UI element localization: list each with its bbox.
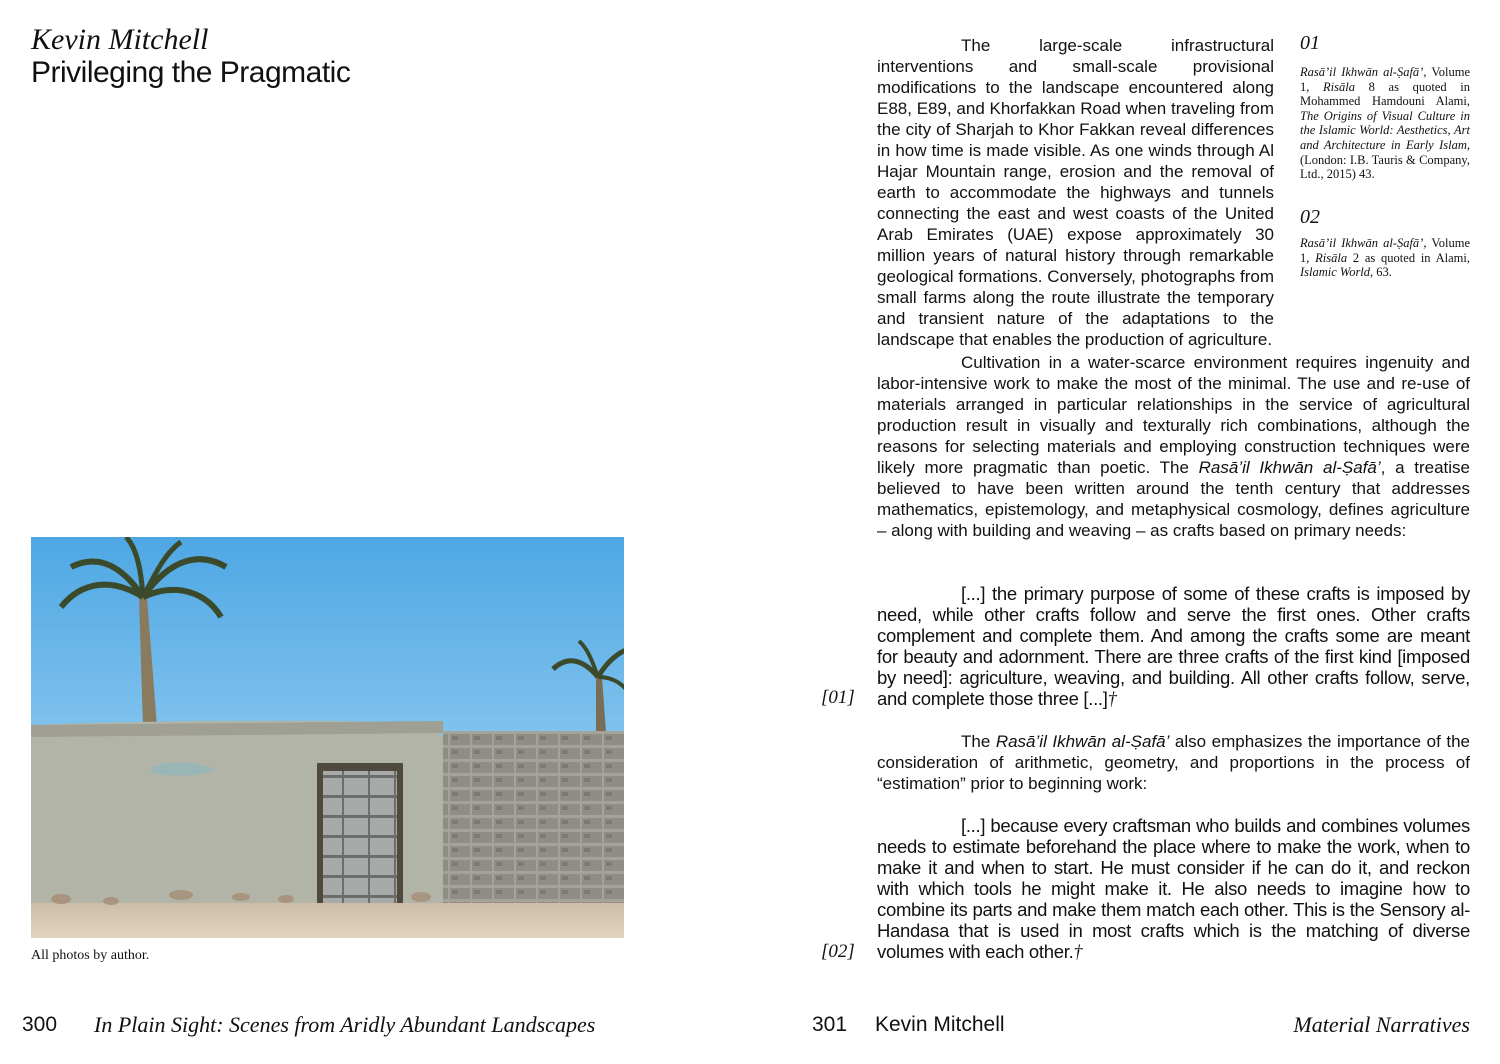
photo-image: [31, 537, 624, 938]
footnote-number-2: 02: [1300, 206, 1320, 228]
page-number-left: 300: [22, 1013, 58, 1036]
block-quote-1: [877, 583, 1470, 711]
photo-wall-and-palms: [31, 537, 624, 938]
quote-text: [...] because every craftsman who builds and combines volumes needs to estimate beforehand the place where to make the work, when to make it and when to start. He must consider if he can do it, and reckon with which tools he might make it. He also needs to imagine how to combine its parts and make them match each other. This is the Sensory al-Handasa that is used in most crafts which is the matching of diverse volumes with each other.: [877, 815, 1470, 962]
chapter-title: Privileging the Pragmatic: [31, 56, 351, 89]
running-title-left: In Plain Sight: Scenes from Aridly Abundant Landscapes: [94, 1012, 596, 1037]
paragraph-text: Cultivation in a water-scarce environment requires ingenuity and labor-intensive work to make the most of the minimal. The use and re-use of materials arranged in particular relationships in the service of agricultural production result in visually and texturally rich combinations, although the reasons for selecting materials and employing construction techniques were likely more pragmatic than poetic. The: [877, 353, 1470, 477]
body-paragraph-3: [877, 731, 1470, 794]
paragraph-text: also emphasizes the importance of the consideration of arithmetic, geometry, and proportions in the process of “estimation” prior to beginning work:: [877, 732, 1470, 793]
footnote-marker-1: [01]: [821, 687, 855, 708]
dagger-mark: †: [1073, 943, 1083, 963]
dagger-mark: †: [1107, 690, 1117, 710]
author-name-header: Kevin Mitchell: [31, 23, 209, 56]
footnote-number-1: 01: [1300, 32, 1320, 54]
footnote-text-2: Rasā’il Ikhwān al-Ṣafā’, Volume 1, Risāla 2 as quoted in Alami, Islamic World, 63.: [1300, 236, 1471, 280]
treatise-title: Rasā’il Ikhwān al-Ṣafā’: [1198, 458, 1381, 477]
quote-text: [...] the primary purpose of some of these crafts is imposed by need, while other crafts follow and serve the first ones. Other crafts complement and complete them. And among the crafts some are meant for beauty and adornment. There are three crafts of the first kind [imposed by need]: agriculture, weaving, and building. All other crafts follow, serve, and complete those three [...]: [877, 583, 1470, 709]
paragraph-text: The: [961, 732, 996, 751]
block-quote-2: [877, 815, 1470, 964]
body-paragraph-1: The large-scale infrastructural interventions and small-scale provisional modifications to the landscape encountered along E88, E89, and Khorfakkan Road when traveling from the city of Sharjah to Khor Fakkan reveal differences in how time is made visible. As one winds through Al Hajar Mountain range, erosion and the removal of earth to accommodate the highways and tunnels connecting the east and west coasts of the United Arab Emirates (UAE) expose approximately 30 million years of natural history through remarkable geological formations. Conversely, photographs from small farms along the route illustrate the temporary and transient nature of the adaptations to the landscape that enables the production of agriculture.: [877, 36, 1274, 349]
paragraph-text: , a treatise believed to have been written around the tenth century that addresses mathematics, epistemology, and metaphysical cosmology, defines agriculture – along with building and weaving – as crafts based on primary needs:: [877, 458, 1470, 540]
footnote-text-1: Rasā’il Ikhwān al-Ṣafā’, Volume 1, Risāla 8 as quoted in Mohammed Hamdouni Alami, The Origins of Visual Culture in the Islamic World: Aesthetics, Art and Architecture in Early Islam, (London: I.B. Tauris & Company, Ltd., 2015) 43.: [1300, 65, 1471, 182]
page-number-right: 301: [812, 1013, 848, 1036]
body-paragraph-2: [877, 352, 1470, 541]
running-title-right: Material Narratives: [1293, 1012, 1470, 1037]
photo-caption: All photos by author.: [31, 948, 150, 963]
running-author-right: Kevin Mitchell: [875, 1013, 1005, 1036]
footnote-marker-2: [02]: [821, 941, 855, 962]
treatise-title: Rasā’il Ikhwān al-Ṣafā’: [995, 732, 1170, 751]
